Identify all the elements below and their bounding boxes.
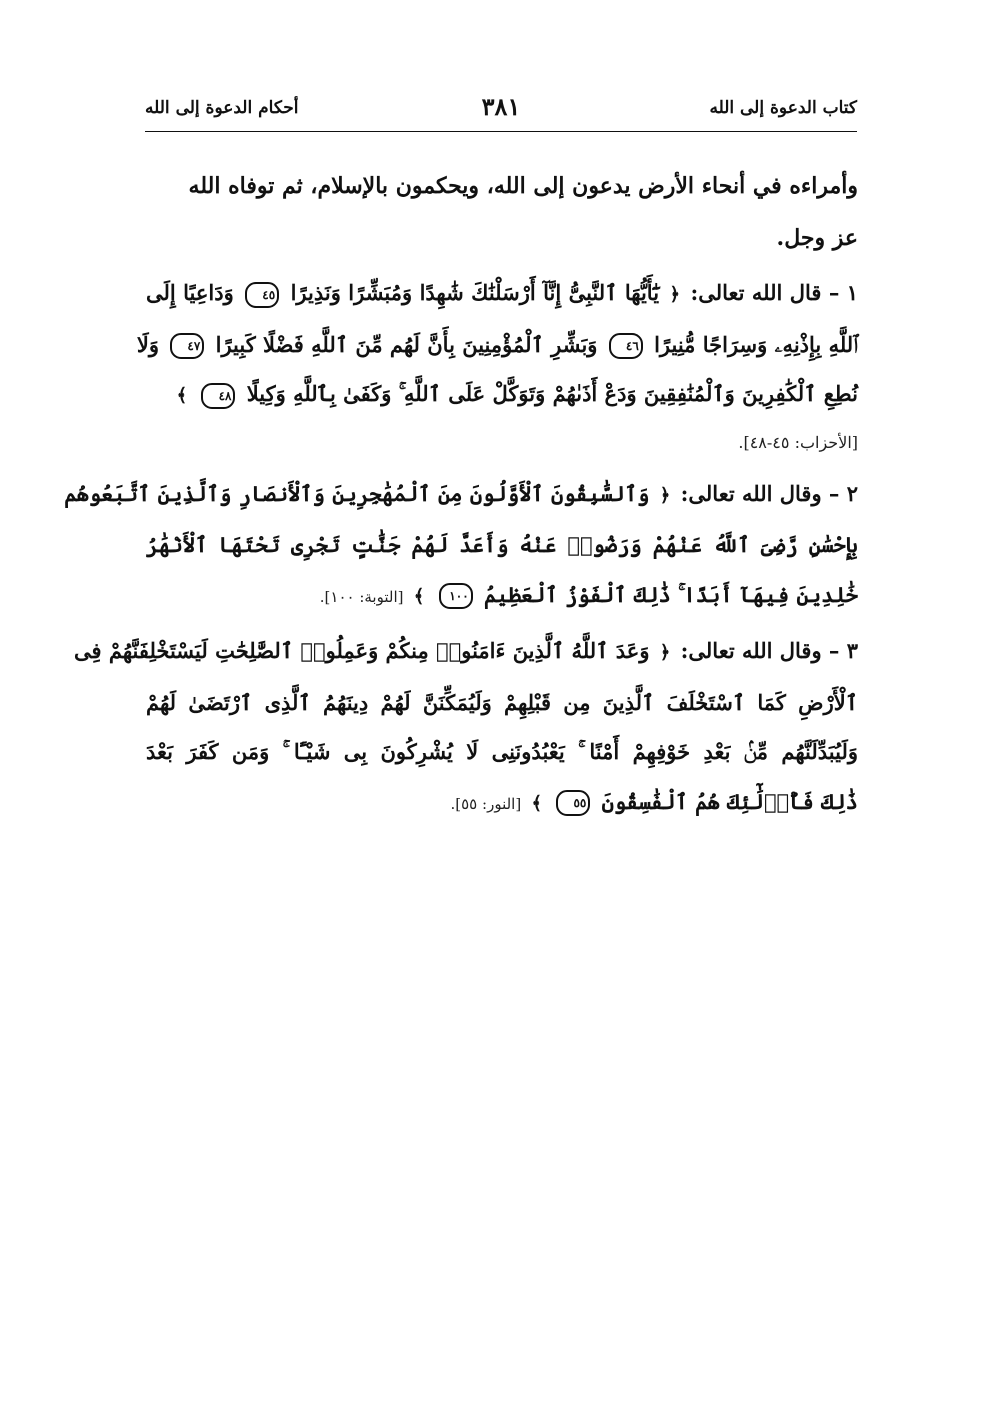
verse-text: وَٱلسَّٰبِقُونَ ٱلْأَوَّلُونَ مِنَ ٱلْمُهَٰجِرِينَ وَٱلْأَنصَارِ وَٱلَّذِينَ ٱتَّبَعُوهُم (64, 480, 650, 506)
chapter-title: أحكام الدعوة إلى الله (145, 98, 299, 118)
ayah-number-marker: ٤٧ (170, 333, 204, 359)
verse-text: خَٰلِدِينَ فِيهَآ أَبَدًا ۚ ذَٰلِكَ ٱلْفَوْزُ ٱلْعَظِيمُ (483, 581, 858, 607)
verse-text: ذَٰلِكَ فَأُو۟لَٰٓئِكَ هُمُ ٱلْفَٰسِقُونَ (601, 788, 858, 814)
book-title: كتاب الدعوة إلى الله (709, 98, 857, 118)
verse-text: وَلَيُبَدِّلَنَّهُم مِّنۢ بَعْدِ خَوْفِهِمْ أَمْنًا ۚ يَعْبُدُونَنِى لَا يُشْرِكُونَ بِى شَيْـًٔا ۚ وَمَن كَفَرَ بَعْدَ (146, 739, 858, 764)
item-3-line-1 (73, 626, 858, 678)
item-3-line-4 (146, 777, 858, 830)
ayah-number-marker: ٤٥ (245, 282, 279, 308)
ornate-open-bracket: ﴿ (669, 284, 681, 305)
verse-text: بِإِحْسَٰنٍ رَّضِىَ ٱللَّهُ عَنْهُمْ وَرَضُوا۟ عَنْهُ وَأَعَدَّ لَهُمْ جَنَّٰتٍ تَجْرِى تَحْتَهَا ٱلْأَنْهَٰرُ (146, 532, 858, 557)
page-body (64, 160, 859, 829)
intro-line-2: عز وجل. (776, 225, 858, 251)
item-number: ٣ – (828, 638, 858, 663)
verse-text: وَعَدَ ٱللَّهُ ٱلَّذِينَ ءَامَنُوا۟ مِنكُمْ وَعَمِلُوا۟ ٱلصَّٰلِحَٰتِ لَيَسْتَخْلِفَنَّهُمْ فِى (73, 638, 650, 663)
verse-text: وَدَاعِيًا إِلَى (146, 280, 234, 305)
item-1-line-2 (136, 320, 858, 370)
ayah-number-marker: ١٠٠ (439, 583, 473, 609)
list-item-2 (64, 469, 858, 623)
item-2-line-2 (146, 520, 858, 570)
intro-line-1: وأمراءه في أنحاء الأرض يدعون إلى الله، ويحكمون بالإسلام، ثم توفاه الله (188, 173, 858, 199)
running-header (145, 92, 857, 132)
item-lead: قال الله تعالى: (690, 280, 822, 305)
verse-citation: [النور: ٥٥]. (450, 794, 522, 813)
item-1-line-1 (146, 268, 858, 320)
header-divider (145, 131, 857, 132)
verse-text: وَبَشِّرِ ٱلْمُؤْمِنِينَ بِأَنَّ لَهُم مِّنَ ٱللَّهِ فَضْلًا كَبِيرًا (215, 331, 598, 357)
item-2-line-1 (64, 469, 858, 521)
ayah-number-marker: ٤٦ (609, 333, 643, 359)
ayah-number-marker: ٤٨ (201, 383, 235, 409)
page-number: ٣٨١ (481, 92, 521, 121)
item-lead: وقال الله تعالى: (680, 638, 822, 663)
item-lead: وقال الله تعالى: (680, 480, 822, 506)
ayah-number-marker: ٥٥ (556, 790, 590, 816)
item-number: ١ – (828, 280, 859, 305)
verse-text: نُطِعِ ٱلْكَٰفِرِينَ وَٱلْمُنَٰفِقِينَ وَدَعْ أَذَىٰهُمْ وَتَوَكَّلْ عَلَى ٱللَّهِ ۚ وَكَفَىٰ بِٱللَّهِ وَكِيلًا (246, 381, 858, 406)
item-3-line-2 (146, 678, 858, 728)
verse-text: ٱللَّهِ بِإِذْنِهِۦ وَسِرَاجًا مُّنِيرًا (654, 331, 858, 357)
item-1-line-3 (146, 369, 858, 421)
list-item-1 (136, 268, 859, 465)
verse-text: يَٰٓأَيُّهَا ٱلنَّبِىُّ إِنَّآ أَرْسَلْنَٰكَ شَٰهِدًا وَمُبَشِّرًا وَنَذِيرًا (290, 280, 660, 305)
item-3-line-3 (146, 727, 858, 777)
ornate-open-bracket: ﴿ (659, 484, 671, 506)
verse-text: ٱلْأَرْضِ كَمَا ٱسْتَخْلَفَ ٱلَّذِينَ مِن قَبْلِهِمْ وَلَيُمَكِّنَنَّ لَهُمْ دِينَهُمُ ٱلَّذِى ٱرْتَضَىٰ لَهُمْ (146, 689, 858, 715)
ornate-open-bracket: ﴿ (659, 642, 671, 663)
item-number: ٢ – (828, 480, 858, 506)
verse-text: وَلَا (136, 331, 159, 357)
list-item-3 (73, 626, 858, 829)
item-2-line-3 (146, 570, 858, 623)
verse-citation: [التوبة: ١٠٠]. (319, 587, 404, 606)
verse-citation: [الأحزاب: ٤٥-٤٨]. (738, 432, 858, 452)
ornate-close-bracket: ﴾ (413, 585, 425, 607)
ornate-close-bracket: ﴾ (531, 792, 543, 814)
ornate-close-bracket: ﴾ (176, 385, 188, 406)
